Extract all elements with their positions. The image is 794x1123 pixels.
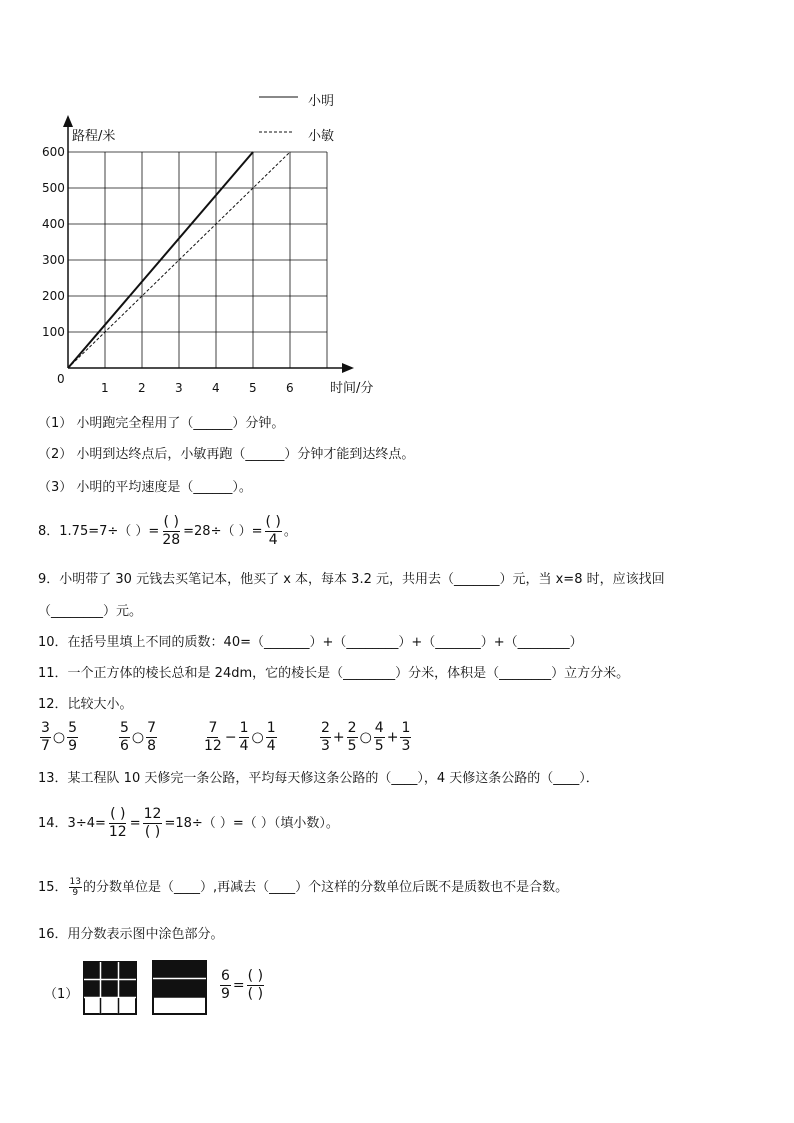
- y-tick-label: 200: [42, 289, 65, 303]
- den: 9: [68, 738, 78, 754]
- q12-c4-frac-c: [374, 720, 385, 755]
- figure2-bar-1: [153, 961, 206, 978]
- q8-f2-den: 4: [268, 532, 278, 548]
- q16-a-num: ( ): [247, 968, 264, 984]
- q14: [38, 804, 339, 844]
- num: 1: [239, 720, 249, 736]
- chart-axes: [63, 115, 354, 373]
- q8-part-b: =28÷（ ）=: [183, 524, 263, 539]
- num: 7: [208, 720, 218, 736]
- q8-fraction-1: [161, 514, 181, 549]
- q9-line2: （________）元。: [38, 604, 143, 619]
- q8-part-a: 8．1.75=7÷（ ）=: [38, 524, 160, 539]
- q7-sub2: （2） 小明到达终点后，小敏再跑（______）分钟才能到达终点。: [38, 447, 415, 462]
- y-tick-label: 500: [42, 181, 65, 195]
- den: 5: [374, 738, 384, 754]
- figure1-cell-1: [84, 962, 100, 979]
- den: 4: [266, 738, 276, 754]
- q14-f1-num: ( ): [110, 806, 126, 822]
- q8-f1-den: 28: [162, 532, 181, 548]
- num: 1: [266, 720, 276, 736]
- den: 5: [347, 738, 357, 754]
- q14-part-b: =18÷（ ）=（ ）（填小数）。: [164, 816, 339, 831]
- q12-c3-frac-c: [266, 720, 277, 755]
- q15-f-num: 13: [69, 877, 81, 887]
- q12-c1-frac-b: [67, 720, 78, 755]
- q12-c3-frac-a: [203, 720, 223, 755]
- q12-c2-op: ○: [131, 729, 145, 746]
- q12-c4-frac-a: [320, 720, 331, 755]
- q8-fraction-2: [265, 514, 282, 549]
- den: 12: [204, 738, 222, 754]
- num: 2: [347, 720, 357, 736]
- q8-f1-num: ( ): [163, 514, 179, 530]
- q15-text: 的分数单位是（____）,再减去（____）个这样的分数单位后既不是质数也不是合数。: [83, 880, 569, 895]
- q12-c4-frac-b: [347, 720, 358, 755]
- den: 3: [401, 738, 411, 754]
- q14-eq: =: [129, 816, 141, 831]
- den: 8: [147, 738, 157, 754]
- q15: [38, 876, 568, 900]
- q14-f2-num: 12: [143, 806, 162, 822]
- y-tick-label: 400: [42, 217, 65, 231]
- q14-f1-den: 12: [108, 824, 127, 840]
- y-tick-label: 100: [42, 325, 65, 339]
- legend-xiaoming: 小明: [308, 94, 335, 109]
- den: 6: [120, 738, 129, 754]
- q12-c4-plus-1: +: [332, 729, 345, 746]
- q12-title: 12．比较大小。: [38, 697, 133, 712]
- den: 3: [321, 738, 330, 754]
- q14-f2-den: ( ): [144, 824, 161, 840]
- q12-c2-frac-b: [146, 720, 157, 755]
- q16-label: （1）: [44, 987, 79, 1002]
- num: 5: [120, 720, 129, 736]
- q8-end: 。: [283, 524, 297, 539]
- q11: 11．一个正方体的棱长总和是 24dm，它的棱长是（________）分米，体积是（________）立方分米。: [38, 666, 630, 681]
- q16-title: 16．用分数表示图中涂色部分。: [38, 927, 224, 942]
- den: 7: [41, 738, 50, 754]
- q12-compare-3: [201, 720, 279, 755]
- q16-f-num: 6: [221, 968, 230, 984]
- q12-c1-op: ○: [52, 729, 66, 746]
- q13: 13．某工程队 10 天修完一条公路，平均每天修这条公路的（____），4 天修这条公路的（____）．: [38, 771, 599, 786]
- q16-grid-figure: [82, 960, 140, 1018]
- q12-c3-frac-b: [239, 720, 250, 755]
- x-tick-label: 2: [138, 381, 146, 395]
- origin-label: 0: [57, 372, 65, 386]
- q8-f2-num: ( ): [265, 514, 281, 530]
- figure1-cell-2: [101, 962, 118, 979]
- x-axis-arrow: [342, 363, 354, 373]
- y-axis-arrow: [63, 115, 73, 127]
- q14-part-a: 14．3÷4=: [38, 816, 106, 831]
- q7-sub1: （1） 小明跑完全程用了（______）分钟。: [38, 416, 285, 431]
- q12-c1-frac-a: [40, 720, 51, 755]
- q15-prefix: 15．: [38, 880, 68, 895]
- q9-line1: 9．小明带了 30 元钱去买笔记本，他买了 x 本，每本 3.2 元，共用去（_______）元，当 x=8 时，应该找回: [38, 572, 665, 587]
- num: 1: [401, 720, 411, 736]
- q16-a-den: ( ): [247, 986, 264, 1002]
- q7-sub3: （3） 小明的平均速度是（______）。: [38, 480, 252, 495]
- den: 4: [239, 738, 249, 754]
- q16-answer-fraction: [247, 968, 264, 1003]
- q8: [38, 512, 297, 552]
- distance-time-chart: [30, 85, 400, 400]
- x-tick-label: 6: [286, 381, 294, 395]
- num: 7: [147, 720, 157, 736]
- y-tick-label: 600: [42, 145, 65, 159]
- q16-eq: =: [232, 977, 245, 994]
- num: 3: [41, 720, 50, 736]
- x-axis-title: 时间/分: [330, 381, 374, 396]
- q16-equation: [218, 968, 266, 1003]
- q15-fraction: [69, 877, 82, 898]
- q12-c3-minus: −: [224, 729, 237, 746]
- figure1-cell-4: [84, 980, 100, 997]
- q12-c2-frac-a: [119, 720, 130, 755]
- x-tick-label: 1: [101, 381, 109, 395]
- y-tick-label: 300: [42, 253, 65, 267]
- figure1-cell-3: [119, 962, 136, 979]
- chart-labels: [42, 145, 294, 395]
- figure1-cell-6: [119, 980, 136, 997]
- q15-f-den: 9: [72, 888, 79, 898]
- figure1-cell-5: [101, 980, 118, 997]
- x-tick-label: 5: [249, 381, 257, 395]
- num: 2: [321, 720, 330, 736]
- q14-fraction-2: [143, 806, 163, 841]
- q12-c3-op: ○: [251, 729, 264, 746]
- x-tick-label: 3: [175, 381, 183, 395]
- q12-c4-frac-d: [400, 720, 411, 755]
- q14-fraction-1: [108, 806, 128, 841]
- q12-compare-1: [38, 720, 80, 755]
- x-tick-label: 4: [212, 381, 220, 395]
- q12-compare-4: [318, 720, 413, 755]
- q16-f-den: 9: [221, 986, 230, 1002]
- q12-c4-plus-2: +: [386, 729, 399, 746]
- q16-fraction: [220, 968, 231, 1003]
- q12-compare-2: [117, 720, 159, 755]
- num: 4: [374, 720, 384, 736]
- q10: 10．在括号里填上不同的质数：40=（_______）+（________）+（_______）+（________）: [38, 635, 583, 650]
- q12-c4-op: ○: [359, 729, 372, 746]
- q16-bar-figure: [150, 958, 210, 1018]
- legend-xiaomin: 小敏: [308, 129, 335, 144]
- num: 5: [68, 720, 78, 736]
- y-axis-title: 路程/米: [72, 129, 116, 144]
- figure2-bar-2: [153, 979, 206, 997]
- chart-grid: [68, 152, 327, 368]
